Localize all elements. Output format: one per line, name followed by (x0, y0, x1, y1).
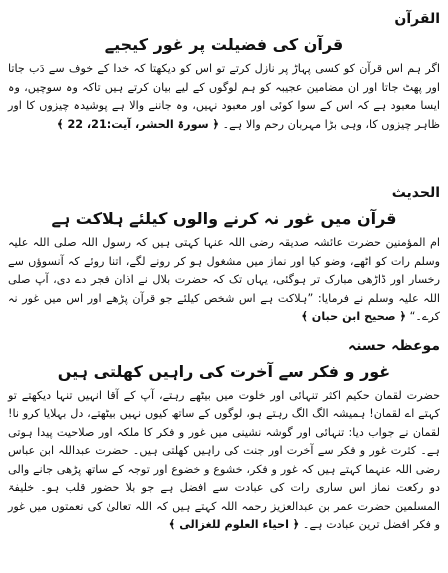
section-label-hadith: الحدیث (391, 185, 440, 201)
section-label-sermon: موعظہ حسنہ (348, 337, 440, 354)
quran-section-title: قرآن کی فضیلت پر غور کیجیے (104, 35, 344, 54)
hadith-section-body (8, 234, 440, 327)
quran-section-body (8, 60, 440, 178)
sermon-body-text: حضرت لقمان حکیم اکثر تنہائی اور خلوت میں بیٹھے رہتے، آپ کے آقا انہیں تنہا دیکھتے تو کہتے اے لقمان! ہمیشہ الگ الگ رہتے ہو، لوگوں کے ساتھ کیوں نہیں بیٹھتے، دل بہلایا کرو نا! لقمان نے جواب دیا: تنہائی اور گوشہ نشینی میں غور و فکر کا ملکہ اور صلاحیت پیدا ہوتی ہے۔ کثرت غور و فکر سے آخرت اور جنت کی راہیں کھلتی ہیں۔ حضرت عبداللہ ابن عباس رضی اللہ عنہما کہتے ہیں کہ غور و فکر، خشوع و خضوع اور توجہ کے ساتھ پڑھی جانے والی دو رکعت نماز اس ساری رات کی عبادت سے افضل ہے جو بلا حضور قلب ہو۔ خلیفۃ المسلمین حضرت عمر بن عبدالعزیز رحمہ اللہ کہتے ہیں کہ اللہ تعالیٰ کی نعمتوں میں غور و فکر افضل ترین عبادت ہے۔ (8, 388, 440, 531)
quran-section (8, 8, 440, 178)
hadith-reference: ﴿ صحیح ابن حبان ﴾ (301, 310, 407, 323)
hadith-section (8, 182, 440, 327)
hadith-section-title: قرآن میں غور نہ کرنے والوں کیلئے ہلاکت ہے (51, 209, 397, 228)
section-label-quran: القرآن (394, 11, 440, 27)
quran-reference: ﴿ سورۃ الحشر، آیت:21، 22 ﴾ (56, 117, 220, 131)
quran-body-text: اگر ہم اس قرآن کو کسی پہاڑ پر نازل کرتے تو اس کو دیکھتا کہ خدا کے خوف سے دَب جاتا اور پھٹ جاتا اور ان مضامین عجیبہ کو ہم لوگوں کے لیے بیان کرتے ہیں تاکہ وہ سوچیں، وہ ایسا معبود ہے کہ اس کے سوا کوئی اور معبود نہیں، وہ جاننے والا ہے پوشیدہ چیزوں کا اور ظاہر چیزوں کا، وہی بڑا مہربان رحم والا ہے۔ (8, 62, 440, 131)
sermon-section (8, 335, 440, 535)
sermon-reference: ﴿ احیاء العلوم للغزالی ﴾ (168, 518, 300, 531)
sermon-section-body (8, 387, 440, 535)
hadith-body-text: ام المؤمنین حضرت عائشہ صدیقہ رضی اللہ عنہا کہتی ہیں کہ رسول اللہ صلی اللہ علیہ وسلم رات کو اٹھے، وضو کیا اور نماز میں مشغول ہو کر رونے لگے، اتنا روئے کہ آنسوؤں سے رخسار اور ڈاڑھی مبارک تر ہوگئی، یہاں تک کہ حضرت بلال نے اذان فجر دے دی، آپ صلی اللہ علیہ وسلم نے فرمایا: ”ہلاکت ہے اس شخص کیلئے جو قرآن پڑھے اور اس میں غور نہ کرے۔“ (8, 236, 440, 323)
sermon-section-title: غور و فکر سے آخرت کی راہیں کھلتی ہیں (57, 361, 391, 381)
